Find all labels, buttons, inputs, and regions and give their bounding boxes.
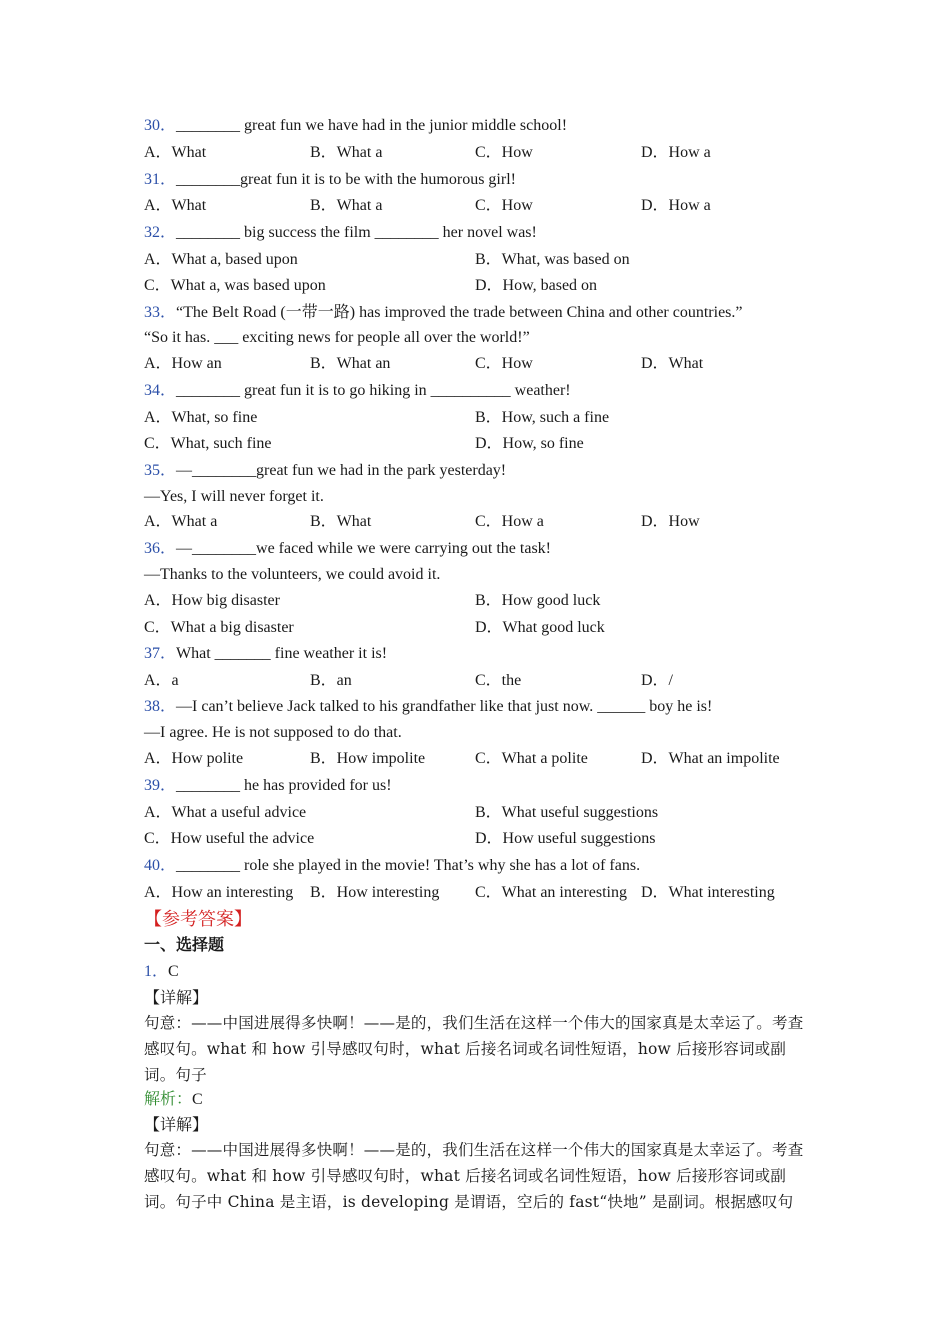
question-number: 36．: [144, 540, 177, 557]
option-c: C．How: [475, 355, 533, 372]
option-c: C．the: [475, 672, 522, 689]
detail-label-2: 【详解】: [144, 1117, 209, 1134]
option-a: A．What: [144, 144, 207, 161]
detail-label: 【详解】: [144, 990, 209, 1007]
option-b: B．How impolite: [310, 750, 426, 767]
question-38: [144, 697, 712, 717]
analysis-answer: C: [192, 1091, 203, 1108]
question-number: 40．: [144, 857, 177, 874]
option-b: B．What an: [310, 355, 391, 372]
option-a: A．What a useful advice: [144, 804, 307, 821]
explanation-paragraph-2: 句意：——中国进展得多快啊！——是的，我们生活在这样一个伟大的国家真是太幸运了。考查感叹句。what 和 how 引导感叹句时，what 后接名词或名词性短语，how 后接形容词或副词。句子中 China 是主语，is developing 是谓语，空后的 fast“快地” 是副词。根据感叹句: [144, 1141, 804, 1211]
question-31: [144, 170, 516, 190]
question-number: 31．: [144, 171, 177, 188]
option-d: D．What: [641, 355, 704, 372]
option-d: D．What good luck: [475, 619, 605, 636]
question-text: “The Belt Road (一带一路) has improved the trade between China and other countries.”: [176, 304, 743, 321]
question-number: 34．: [144, 382, 177, 399]
question-number: 30．: [144, 117, 177, 134]
question-34: [144, 381, 571, 401]
question-text: ________ he has provided for us!: [176, 777, 392, 794]
option-d: D．How, based on: [475, 277, 598, 294]
option-a: A．What a: [144, 513, 218, 530]
question-35: [144, 461, 506, 481]
option-c: C．What a big disaster: [144, 619, 294, 636]
question-40: [144, 856, 640, 876]
option-a: A．How polite: [144, 750, 244, 767]
option-b: B．What, was based on: [475, 251, 630, 268]
question-33: [144, 303, 743, 323]
answer-number: 1．: [144, 963, 169, 980]
option-d: D．How a: [641, 197, 711, 214]
question-36-line2: —Thanks to the volunteers, we could avoid it.: [144, 566, 441, 583]
question-number: 38．: [144, 698, 177, 715]
question-text: ________ big success the film ________ her novel was!: [176, 224, 537, 241]
option-d: D．How useful suggestions: [475, 830, 656, 847]
option-a: A．a: [144, 672, 179, 689]
question-text: —I can’t believe Jack talked to his grandfather like that just now. ______ boy he is!: [176, 698, 713, 715]
analysis-line: [144, 1090, 203, 1110]
question-text: ________ role she played in the movie! That’s why she has a lot of fans.: [176, 857, 641, 874]
option-b: B．How, such a fine: [475, 409, 610, 426]
question-38-line2: —I agree. He is not supposed to do that.: [144, 724, 402, 741]
option-c: C．What a, was based upon: [144, 277, 326, 294]
question-text: —________we faced while we were carrying out the task!: [176, 540, 551, 557]
option-d: D．What interesting: [641, 884, 775, 901]
option-c: C．How a: [475, 513, 544, 530]
option-c: C．What a polite: [475, 750, 588, 767]
explanation-paragraph: 句意：——中国进展得多快啊！——是的，我们生活在这样一个伟大的国家真是太幸运了。考查感叹句。what 和 how 引导感叹句时，what 后接名词或名词性短语，how 后接形容词或副词。句子: [144, 1014, 804, 1084]
option-a: A．How big disaster: [144, 592, 280, 609]
question-number: 39．: [144, 777, 177, 794]
option-c: C．How: [475, 144, 533, 161]
question-33-line2: “So it has. ___ exciting news for people all over the world!”: [144, 329, 530, 346]
question-text: ________ great fun we have had in the junior middle school!: [176, 117, 568, 134]
question-text: —________great fun we had in the park yesterday!: [176, 462, 507, 479]
option-b: B．What a: [310, 197, 383, 214]
question-32: [144, 223, 537, 243]
option-a: A．How an: [144, 355, 222, 372]
question-text: ________great fun it is to be with the humorous girl!: [176, 171, 516, 188]
question-text: ________ great fun it is to go hiking in __________ weather!: [176, 382, 571, 399]
option-d: D．How: [641, 513, 700, 530]
option-c: C．How useful the advice: [144, 830, 315, 847]
question-text: What _______ fine weather it is!: [176, 645, 388, 662]
option-b: B．How interesting: [310, 884, 440, 901]
option-a: A．How an interesting: [144, 884, 294, 901]
question-36: [144, 539, 551, 559]
option-b: B．What: [310, 513, 372, 530]
question-30: [144, 116, 567, 136]
analysis-label: 解析：: [144, 1091, 193, 1108]
option-c: C．What, such fine: [144, 435, 272, 452]
option-d: D．What an impolite: [641, 750, 780, 767]
answer-1: [144, 962, 179, 982]
option-d: D．/: [641, 672, 674, 689]
option-b: B．What useful suggestions: [475, 804, 659, 821]
answer-letter: C: [168, 963, 179, 980]
question-35-line2: —Yes, I will never forget it.: [144, 488, 324, 505]
option-c: C．How: [475, 197, 533, 214]
option-d: D．How, so fine: [475, 435, 584, 452]
section-heading: 一、选择题: [144, 937, 225, 954]
option-c: C．What an interesting: [475, 884, 627, 901]
question-number: 37．: [144, 645, 177, 662]
option-a: A．What a, based upon: [144, 251, 298, 268]
question-number: 33．: [144, 304, 177, 321]
option-d: D．How a: [641, 144, 711, 161]
option-b: B．How good luck: [475, 592, 601, 609]
option-b: B．an: [310, 672, 352, 689]
option-b: B．What a: [310, 144, 383, 161]
option-a: A．What, so fine: [144, 409, 258, 426]
question-37: [144, 644, 387, 664]
option-a: A．What: [144, 197, 207, 214]
answers-heading: 【参考答案】: [144, 909, 252, 929]
question-39: [144, 776, 392, 796]
question-number: 35．: [144, 462, 177, 479]
question-number: 32．: [144, 224, 177, 241]
